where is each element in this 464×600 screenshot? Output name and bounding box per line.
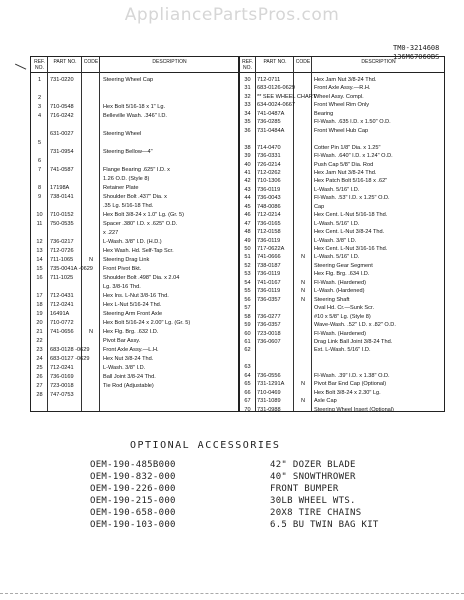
cell-ref: 1	[37, 77, 42, 83]
cell-ref: 11	[36, 221, 43, 227]
cell-part: 736-0217	[50, 239, 74, 245]
header-ref-left: REF. NO.	[31, 57, 48, 73]
cell-ref: 17	[36, 293, 43, 299]
cell-part: 741-0167	[257, 279, 281, 286]
cell-part: ** SEE WHEEL CHART	[257, 93, 317, 100]
cell-code: N	[300, 279, 306, 286]
cell-desc: Wheel Assy. Compl.	[314, 93, 364, 100]
cell-part: 712-0262	[257, 169, 281, 176]
cell-ref: 15	[36, 266, 43, 272]
cell-desc: Steering Shaft	[314, 296, 350, 303]
cell-desc: L-Wash. 3/8" I.D. (H.D.)	[103, 239, 162, 245]
cell-part: 736-0285	[257, 119, 281, 126]
cell-desc: Fl-Wash. .635 I.D. x 1.50" O.D.	[314, 119, 391, 126]
cell-part: 731-1291A	[257, 381, 285, 388]
cell-part: 712-0214	[257, 212, 281, 219]
cell-part: 631-0027	[50, 131, 74, 137]
cell-desc: Hex Ins. L-Nut 3/8-16 Thd.	[103, 293, 169, 299]
cell-part: 748-0086	[257, 203, 281, 210]
cell-desc: x .227	[103, 230, 119, 236]
cell-desc: Lg. 3/8-16 Thd.	[103, 284, 141, 290]
accessory-item	[90, 519, 379, 531]
cell-desc: Ball Joint 3/8-24 Thd.	[103, 374, 156, 380]
header-code-right: CODE	[294, 57, 312, 73]
cell-ref: 16	[36, 275, 43, 281]
cell-ref: 36	[244, 127, 251, 134]
cell-part: 736-0119	[257, 237, 281, 244]
site-watermark: AppliancePartsPros.com	[124, 5, 340, 25]
accessory-item	[90, 459, 379, 471]
cell-desc: Hex Patch Bolt 5/16-18 x .62"	[314, 178, 388, 185]
cell-ref: 45	[244, 203, 251, 210]
cell-ref: 21	[36, 329, 43, 335]
cell-desc: Steering Gear Segment	[314, 262, 373, 269]
cell-ref: 33	[244, 102, 251, 109]
cell-ref: 58	[244, 313, 251, 320]
cell-part: 710-0152	[50, 212, 74, 218]
cell-desc: Spacer .380" I.D. x .625" O.D.	[103, 221, 178, 227]
cell-desc: Steering Wheel Cap	[103, 77, 154, 83]
cell-ref: 48	[244, 229, 251, 236]
cell-desc: Push Cap 5/8" Dia. Rod	[314, 161, 374, 168]
cell-part: 750-0535	[50, 221, 74, 227]
cell-part: 710-0772	[50, 320, 74, 326]
cell-ref: 26	[36, 374, 43, 380]
accessory-description: 30LB WHEEL WTS.	[270, 496, 356, 506]
cell-desc: Pivot Bar End Cap (Optional)	[314, 381, 387, 388]
header-ref-right: REF. NO.	[239, 57, 256, 73]
cell-desc: L-Wash. (Hardened)	[314, 288, 365, 295]
cell-ref: 5	[37, 140, 42, 146]
cell-part: 736-0119	[257, 271, 281, 278]
cell-part: 731-1089	[257, 398, 281, 405]
cell-ref: 32	[244, 93, 251, 100]
cell-desc: 1.26 O.D. (Style 8)	[103, 176, 150, 182]
accessory-item	[90, 471, 379, 483]
cell-part: 717-0622A	[257, 246, 285, 252]
accessory-part-number: OEM-190-832-000	[90, 472, 176, 482]
cell-part: 683-0128 -0629	[50, 347, 90, 353]
cell-ref: 30	[244, 77, 251, 83]
cell-ref: 54	[244, 279, 251, 286]
cell-desc: .35 Lg. 5/16-18 Thd.	[103, 203, 154, 209]
cell-desc: Front Axle Assy.—L.H.	[103, 347, 159, 353]
cell-ref: 3	[37, 104, 42, 110]
cell-desc: Hex Jam Nut 3/8-24 Thd.	[314, 77, 377, 83]
cell-code: N	[300, 254, 306, 261]
cell-part: 736-0357	[257, 322, 281, 329]
cell-ref: 59	[244, 322, 251, 329]
cell-ref: 31	[244, 85, 251, 92]
cell-ref: 64	[244, 372, 251, 379]
cell-desc: Hex Bolt 3/8-24 x 1.0" Lg. (Gr. 5)	[103, 212, 184, 218]
cell-part: 723-0018	[257, 330, 281, 337]
cell-desc: Hex Nut 3/8-24 Thd.	[103, 356, 154, 362]
cell-ref: 24	[36, 356, 43, 362]
cell-ref: 18	[36, 302, 43, 308]
cell-part: 735-0041A -0629	[50, 266, 93, 272]
cell-desc: Hex Cent. L-Nut 3/16-16 Thd.	[314, 246, 388, 252]
document-number-line1: TM0-3214608	[393, 44, 440, 52]
cell-desc: Hex Wash. Hd. Self-Tap Scr.	[103, 248, 174, 254]
cell-desc: Cotter Pin 1/8" Dia. x 1.25"	[314, 144, 381, 151]
cell-desc: Bearing	[314, 110, 334, 117]
cell-desc: Pivot Bar Assy.	[103, 338, 141, 344]
cell-desc: Steering Drag Link	[103, 257, 150, 263]
accessory-item	[90, 495, 379, 507]
scan-edge-line	[0, 593, 464, 594]
cell-ref: 22	[36, 338, 43, 344]
cell-part: 711-1025	[50, 275, 74, 281]
accessory-description: 42" DOZER BLADE	[270, 460, 356, 470]
cell-part: 738-0187	[257, 262, 281, 269]
cell-part: 634-0024-0667	[257, 102, 295, 109]
cell-desc: Hex Bolt 5/16-24 x 2.00" Lg. (Gr. 5)	[103, 320, 191, 326]
cell-ref: 65	[244, 381, 251, 388]
cell-part: 731-0484A	[257, 127, 285, 134]
header-desc-right: DESCRIPTION	[312, 57, 445, 73]
cell-part: 741-0487A	[257, 110, 285, 117]
cell-ref: 56	[244, 296, 251, 303]
optional-accessories-list	[90, 459, 379, 531]
cell-part: 731-0220	[50, 77, 74, 83]
accessory-description: 20X8 TIRE CHAINS	[270, 508, 362, 518]
parts-list-table	[30, 56, 445, 412]
accessory-part-number: OEM-190-658-000	[90, 508, 176, 518]
cell-desc: L-Wash. 5/16" I.D.	[314, 186, 360, 193]
cell-ref: 35	[244, 119, 251, 126]
cell-ref: 55	[244, 288, 251, 295]
cell-desc: Hex L-Nut 5/16-24 Thd.	[103, 302, 162, 308]
cell-part: 716-0242	[50, 113, 74, 119]
cell-part: 712-0241	[50, 365, 74, 371]
cell-part: 741-0656	[50, 329, 74, 335]
cell-part: 738-0141	[50, 194, 74, 200]
cell-ref: 49	[244, 237, 251, 244]
cell-ref: 20	[36, 320, 43, 326]
document-number-line2: 136M67060BS	[393, 53, 440, 61]
cell-part: 741-0666	[257, 254, 281, 261]
accessory-part-number: OEM-190-485B000	[90, 460, 176, 470]
cell-ref: 34	[244, 110, 251, 117]
cell-desc: Hex Cent. L-Nut 3/8-24 Thd.	[314, 229, 385, 236]
accessory-description: FRONT BUMPER	[270, 484, 339, 494]
cell-desc: Hex Bolt 3/8-24 x 2.30" Lg.	[314, 389, 381, 396]
cell-ref: 4	[37, 113, 42, 119]
cell-part: 712-0158	[257, 229, 281, 236]
cell-ref: 60	[244, 330, 251, 337]
cell-ref: 50	[244, 246, 251, 252]
optional-accessories	[90, 440, 379, 531]
cell-desc: Drag Link Ball Joint 3/8-24 Thd.	[314, 338, 393, 345]
cell-part: 714-0470	[257, 144, 281, 151]
margin-arrow-mark	[14, 64, 27, 73]
cell-ref: 40	[244, 161, 251, 168]
cell-desc: Axle Cap	[314, 398, 337, 405]
cell-part: 710-0548	[50, 104, 74, 110]
cell-part: 16491A	[50, 311, 70, 317]
cell-ref: 19	[36, 311, 43, 317]
cell-desc: Steering Wheel Insert (Optional)	[314, 406, 394, 413]
cell-ref: 12	[36, 239, 43, 245]
cell-desc: Hex Flg. Brg. .632 I.D.	[103, 329, 159, 335]
cell-ref: 53	[244, 271, 251, 278]
cell-desc: #10 x 5/8" Lg. (Style 8)	[314, 313, 371, 320]
cell-ref: 41	[244, 169, 251, 176]
cell-desc: Fl-Wash. .39" I.D. x 1.38" O.D.	[314, 372, 390, 379]
cell-ref: 51	[244, 254, 251, 261]
cell-desc: Fl-Wash. .640" I.D. x 1.24" O.D.	[314, 153, 393, 160]
cell-desc: Steering Wheel	[103, 131, 142, 137]
cell-ref: 52	[244, 262, 251, 269]
cell-ref: 42	[244, 178, 251, 185]
header-desc-left: DESCRIPTION	[100, 57, 239, 73]
cell-part: 712-0711	[257, 77, 281, 83]
cell-ref: 28	[36, 392, 43, 398]
cell-code: N	[300, 296, 306, 303]
cell-ref: 23	[36, 347, 43, 353]
cell-part: 736-0119	[257, 186, 281, 193]
cell-desc: Hex Jam Nut 3/8-24 Thd.	[314, 169, 377, 176]
header-part-left: PART NO.	[48, 57, 82, 73]
cell-part: 736-0556	[257, 372, 281, 379]
cell-code: N	[88, 329, 94, 335]
cell-desc: L-Wash. 5/16" I.D.	[314, 220, 360, 227]
accessory-item	[90, 507, 379, 519]
cell-part: 710-0469	[257, 389, 281, 396]
cell-desc: Fl-Wash. (Hardened)	[314, 279, 367, 286]
cell-ref: 46	[244, 212, 251, 219]
cell-part: 726-0214	[257, 161, 281, 168]
cell-code: N	[300, 398, 306, 405]
table-row	[239, 405, 445, 415]
cell-ref: 39	[244, 153, 251, 160]
cell-desc: L-Wash. 5/16" I.D.	[314, 254, 360, 261]
cell-ref: 9	[37, 194, 42, 200]
cell-part: 712-0726	[50, 248, 74, 254]
cell-ref: 43	[244, 186, 251, 193]
cell-ref: 2	[37, 95, 42, 101]
cell-part: 736-0607	[257, 338, 281, 345]
accessory-item	[90, 483, 379, 495]
cell-desc: Hex Flg. Brg. .634 I.D.	[314, 271, 370, 278]
cell-part: 712-0241	[50, 302, 74, 308]
cell-desc: Front Axle Assy.—R.H.	[314, 85, 371, 92]
cell-part: 712-0431	[50, 293, 74, 299]
cell-desc: Front Wheel Rim Only	[314, 102, 370, 109]
cell-ref: 25	[36, 365, 43, 371]
cell-part: 741-0587	[50, 167, 74, 173]
cell-ref: 13	[36, 248, 43, 254]
cell-desc: Wave-Wash. .52" I.D. x .82" O.D.	[314, 322, 396, 329]
cell-desc: Hex Cent. L-Nut 5/16-18 Thd.	[314, 212, 388, 219]
cell-desc: Tie Rod (Adjustable)	[103, 383, 154, 389]
cell-desc: Fl-Wash. .53" I.D. x 1.25" O.D.	[314, 195, 390, 202]
cell-part: 736-0043	[257, 195, 281, 202]
cell-code: N	[88, 257, 94, 263]
cell-desc: Shoulder Bolt .437" Dia. x	[103, 194, 167, 200]
accessory-part-number: OEM-190-103-000	[90, 520, 176, 530]
accessory-description: 6.5 BU TWIN BAG KIT	[270, 520, 379, 530]
cell-ref: 7	[37, 167, 42, 173]
cell-part: 736-0119	[257, 288, 281, 295]
cell-part: 17198A	[50, 185, 70, 191]
cell-ref: 61	[244, 338, 251, 345]
cell-ref: 38	[244, 144, 251, 151]
cell-desc: Flange Bearing .625" I.D. x	[103, 167, 170, 173]
cell-part: 723-0018	[50, 383, 74, 389]
cell-ref: 63	[244, 364, 251, 371]
cell-desc: L-Wash. 3/8" I.D.	[103, 365, 146, 371]
cell-part: 736-0277	[257, 313, 281, 320]
cell-desc: Steering Arm Front Axle	[103, 311, 163, 317]
cell-ref: 44	[244, 195, 251, 202]
header-code-left: CODE	[82, 57, 100, 73]
cell-desc: Oval Hd. Cr.—Sunk Scr.	[314, 305, 374, 312]
cell-part: 683-0126-0629	[257, 85, 295, 92]
cell-ref: 70	[244, 406, 251, 413]
cell-desc: Hex Bolt 5/16-18 x 1" Lg.	[103, 104, 165, 110]
cell-part: 736-0357	[257, 296, 281, 303]
accessory-part-number: OEM-190-226-000	[90, 484, 176, 494]
cell-code: N	[300, 288, 306, 295]
cell-part: 736-0165	[257, 220, 281, 227]
cell-desc: Ext. L-Wash. 5/16" I.D.	[314, 347, 371, 354]
accessory-part-number: OEM-190-215-000	[90, 496, 176, 506]
cell-ref: 27	[36, 383, 43, 389]
cell-desc: Retainer Plate	[103, 185, 139, 191]
cell-part: 711-1065	[50, 257, 74, 263]
cell-part: 710-1306	[257, 178, 281, 185]
table-row	[31, 390, 238, 400]
accessory-description: 40" SNOWTHROWER	[270, 472, 356, 482]
cell-part: 731-0954	[50, 149, 74, 155]
cell-ref: 62	[244, 347, 251, 354]
header-part-right: PART NO.	[256, 57, 294, 73]
cell-ref: 6	[37, 158, 42, 164]
cell-part: 736-0331	[257, 153, 281, 160]
cell-part: 747-0753	[50, 392, 74, 398]
cell-part: 683-0127 -0629	[50, 356, 90, 362]
optional-accessories-title: OPTIONAL ACCESSORIES	[130, 440, 281, 451]
cell-ref: 67	[244, 398, 251, 405]
cell-ref: 66	[244, 389, 251, 396]
cell-desc: Shoulder Bolt .498" Dia. x 2.04	[103, 275, 180, 281]
cell-desc: Fl-Wash. (Hardened)	[314, 330, 367, 337]
cell-desc: L-Wash. 3/8" I.D.	[314, 237, 357, 244]
cell-ref: 8	[37, 185, 42, 191]
cell-desc: Cap	[314, 203, 325, 210]
cell-desc: Front Wheel Hub Cap	[314, 127, 369, 134]
cell-ref: 57	[244, 305, 251, 312]
cell-ref: 14	[36, 257, 43, 263]
cell-desc: Steering Bellow—4"	[103, 149, 153, 155]
cell-ref: 47	[244, 220, 251, 227]
cell-desc: Belleville Wash. .346" I.D.	[103, 113, 167, 119]
cell-part: 736-0169	[50, 374, 74, 380]
cell-desc: Front Pivot Bkt.	[103, 266, 142, 272]
cell-ref: 10	[36, 212, 43, 218]
cell-code: N	[300, 381, 306, 388]
cell-part: 731-0988	[257, 406, 281, 413]
